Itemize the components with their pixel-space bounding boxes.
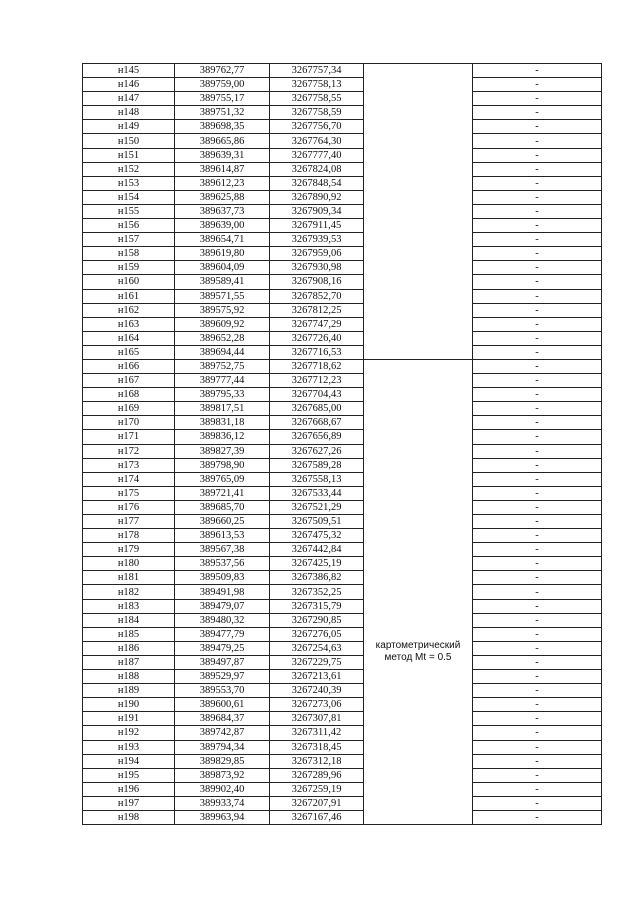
- table-row: [83, 388, 602, 402]
- x-coordinate-cell: 389567,38: [175, 543, 270, 557]
- table-row: [83, 176, 602, 190]
- x-coordinate-cell: 389589,41: [175, 275, 270, 289]
- y-coordinate-cell: 3267475,32: [270, 529, 364, 543]
- y-coordinate-cell: 3267276,05: [270, 627, 364, 641]
- method-name: картометрический: [375, 640, 461, 652]
- table-row: [83, 444, 602, 458]
- table-row: [83, 585, 602, 599]
- table-row: [83, 359, 602, 373]
- x-coordinate-cell: 389497,87: [175, 655, 270, 669]
- method-cell: [364, 359, 473, 824]
- table-row: [83, 782, 602, 796]
- table-row: [83, 515, 602, 529]
- table-row: [83, 599, 602, 613]
- y-coordinate-cell: 3267685,00: [270, 402, 364, 416]
- table-row: [83, 726, 602, 740]
- y-coordinate-cell: 3267908,16: [270, 275, 364, 289]
- y-coordinate-cell: 3267668,67: [270, 416, 364, 430]
- table-row: [83, 289, 602, 303]
- y-coordinate-cell: 3267890,92: [270, 190, 364, 204]
- table-row: [83, 754, 602, 768]
- point-name-cell: н174: [83, 472, 175, 486]
- point-name-cell: н171: [83, 430, 175, 444]
- dash-cell: -: [473, 219, 602, 233]
- dash-cell: -: [473, 627, 602, 641]
- y-coordinate-cell: 3267718,62: [270, 359, 364, 373]
- point-name-cell: н183: [83, 599, 175, 613]
- point-name-cell: н162: [83, 303, 175, 317]
- x-coordinate-cell: 389654,71: [175, 233, 270, 247]
- dash-cell: -: [473, 585, 602, 599]
- table-row: [83, 796, 602, 810]
- y-coordinate-cell: 3267716,53: [270, 345, 364, 359]
- table-row: [83, 810, 602, 824]
- point-name-cell: н198: [83, 810, 175, 824]
- dash-cell: -: [473, 472, 602, 486]
- table-row: [83, 303, 602, 317]
- point-name-cell: н169: [83, 402, 175, 416]
- x-coordinate-cell: 389698,35: [175, 120, 270, 134]
- point-name-cell: н184: [83, 613, 175, 627]
- coordinates-table: [82, 63, 602, 825]
- y-coordinate-cell: 3267909,34: [270, 204, 364, 218]
- point-name-cell: н150: [83, 134, 175, 148]
- point-name-cell: н163: [83, 317, 175, 331]
- point-name-cell: н151: [83, 148, 175, 162]
- table-row: [83, 106, 602, 120]
- x-coordinate-cell: 389694,44: [175, 345, 270, 359]
- dash-cell: -: [473, 740, 602, 754]
- table-row: [83, 78, 602, 92]
- y-coordinate-cell: 3267712,23: [270, 374, 364, 388]
- y-coordinate-cell: 3267824,08: [270, 162, 364, 176]
- x-coordinate-cell: 389827,39: [175, 444, 270, 458]
- dash-cell: -: [473, 64, 602, 78]
- point-name-cell: н165: [83, 345, 175, 359]
- table-row: [83, 712, 602, 726]
- point-name-cell: н158: [83, 247, 175, 261]
- point-name-cell: н148: [83, 106, 175, 120]
- point-name-cell: н145: [83, 64, 175, 78]
- y-coordinate-cell: 3267758,59: [270, 106, 364, 120]
- y-coordinate-cell: 3267167,46: [270, 810, 364, 824]
- table-row: [83, 768, 602, 782]
- x-coordinate-cell: 389614,87: [175, 162, 270, 176]
- x-coordinate-cell: 389571,55: [175, 289, 270, 303]
- point-name-cell: н180: [83, 557, 175, 571]
- dash-cell: -: [473, 543, 602, 557]
- dash-cell: -: [473, 444, 602, 458]
- point-name-cell: н186: [83, 641, 175, 655]
- y-coordinate-cell: 3267521,29: [270, 500, 364, 514]
- dash-cell: -: [473, 345, 602, 359]
- x-coordinate-cell: 389537,56: [175, 557, 270, 571]
- dash-cell: -: [473, 92, 602, 106]
- y-coordinate-cell: 3267425,19: [270, 557, 364, 571]
- dash-cell: -: [473, 754, 602, 768]
- dash-cell: -: [473, 599, 602, 613]
- x-coordinate-cell: 389477,79: [175, 627, 270, 641]
- point-name-cell: н175: [83, 486, 175, 500]
- x-coordinate-cell: 389742,87: [175, 726, 270, 740]
- table-row: [83, 529, 602, 543]
- point-name-cell: н147: [83, 92, 175, 106]
- table-row: [83, 486, 602, 500]
- x-coordinate-cell: 389604,09: [175, 261, 270, 275]
- table-row: [83, 641, 602, 655]
- dash-cell: -: [473, 247, 602, 261]
- dash-cell: -: [473, 684, 602, 698]
- dash-cell: -: [473, 698, 602, 712]
- dash-cell: -: [473, 359, 602, 373]
- point-name-cell: н178: [83, 529, 175, 543]
- table-row: [83, 134, 602, 148]
- point-name-cell: н182: [83, 585, 175, 599]
- dash-cell: -: [473, 106, 602, 120]
- table-row: [83, 402, 602, 416]
- y-coordinate-cell: 3267273,06: [270, 698, 364, 712]
- x-coordinate-cell: 389684,37: [175, 712, 270, 726]
- dash-cell: -: [473, 374, 602, 388]
- x-coordinate-cell: 389721,41: [175, 486, 270, 500]
- point-name-cell: н156: [83, 219, 175, 233]
- y-coordinate-cell: 3267959,06: [270, 247, 364, 261]
- y-coordinate-cell: 3267533,44: [270, 486, 364, 500]
- x-coordinate-cell: 389652,28: [175, 331, 270, 345]
- x-coordinate-cell: 389639,31: [175, 148, 270, 162]
- dash-cell: -: [473, 402, 602, 416]
- table-row: [83, 670, 602, 684]
- table-row: [83, 430, 602, 444]
- y-coordinate-cell: 3267207,91: [270, 796, 364, 810]
- y-coordinate-cell: 3267627,26: [270, 444, 364, 458]
- x-coordinate-cell: 389873,92: [175, 768, 270, 782]
- x-coordinate-cell: 389625,88: [175, 190, 270, 204]
- x-coordinate-cell: 389798,90: [175, 458, 270, 472]
- dash-cell: -: [473, 458, 602, 472]
- point-name-cell: н149: [83, 120, 175, 134]
- y-coordinate-cell: 3267848,54: [270, 176, 364, 190]
- x-coordinate-cell: 389529,97: [175, 670, 270, 684]
- method-accuracy: метод Mt = 0.5: [384, 652, 452, 664]
- x-coordinate-cell: 389829,85: [175, 754, 270, 768]
- x-coordinate-cell: 389762,77: [175, 64, 270, 78]
- y-coordinate-cell: 3267852,70: [270, 289, 364, 303]
- point-name-cell: н160: [83, 275, 175, 289]
- x-coordinate-cell: 389933,74: [175, 796, 270, 810]
- point-name-cell: н194: [83, 754, 175, 768]
- dash-cell: -: [473, 317, 602, 331]
- y-coordinate-cell: 3267558,13: [270, 472, 364, 486]
- point-name-cell: н188: [83, 670, 175, 684]
- dash-cell: -: [473, 204, 602, 218]
- y-coordinate-cell: 3267757,34: [270, 64, 364, 78]
- y-coordinate-cell: 3267229,75: [270, 655, 364, 669]
- point-name-cell: н167: [83, 374, 175, 388]
- point-name-cell: н155: [83, 204, 175, 218]
- x-coordinate-cell: 389553,70: [175, 684, 270, 698]
- dash-cell: -: [473, 655, 602, 669]
- method-cell-empty: [364, 64, 473, 360]
- dash-cell: -: [473, 726, 602, 740]
- dash-cell: -: [473, 233, 602, 247]
- y-coordinate-cell: 3267747,29: [270, 317, 364, 331]
- y-coordinate-cell: 3267758,55: [270, 92, 364, 106]
- y-coordinate-cell: 3267386,82: [270, 571, 364, 585]
- dash-cell: -: [473, 571, 602, 585]
- dash-cell: -: [473, 430, 602, 444]
- table-row: [83, 148, 602, 162]
- table-row: [83, 204, 602, 218]
- table-row: [83, 655, 602, 669]
- point-name-cell: н161: [83, 289, 175, 303]
- x-coordinate-cell: 389831,18: [175, 416, 270, 430]
- y-coordinate-cell: 3267289,96: [270, 768, 364, 782]
- x-coordinate-cell: 389794,34: [175, 740, 270, 754]
- y-coordinate-cell: 3267930,98: [270, 261, 364, 275]
- y-coordinate-cell: 3267259,19: [270, 782, 364, 796]
- y-coordinate-cell: 3267726,40: [270, 331, 364, 345]
- dash-cell: -: [473, 712, 602, 726]
- x-coordinate-cell: 389600,61: [175, 698, 270, 712]
- table-row: [83, 500, 602, 514]
- y-coordinate-cell: 3267311,42: [270, 726, 364, 740]
- y-coordinate-cell: 3267307,81: [270, 712, 364, 726]
- table-row: [83, 472, 602, 486]
- y-coordinate-cell: 3267656,89: [270, 430, 364, 444]
- table-row: [83, 190, 602, 204]
- point-name-cell: н173: [83, 458, 175, 472]
- table-row: [83, 627, 602, 641]
- point-name-cell: н189: [83, 684, 175, 698]
- dash-cell: -: [473, 162, 602, 176]
- table-row: [83, 698, 602, 712]
- table-row: [83, 331, 602, 345]
- x-coordinate-cell: 389491,98: [175, 585, 270, 599]
- dash-cell: -: [473, 515, 602, 529]
- point-name-cell: н146: [83, 78, 175, 92]
- point-name-cell: н190: [83, 698, 175, 712]
- y-coordinate-cell: 3267315,79: [270, 599, 364, 613]
- point-name-cell: н176: [83, 500, 175, 514]
- dash-cell: -: [473, 134, 602, 148]
- point-name-cell: н197: [83, 796, 175, 810]
- x-coordinate-cell: 389759,00: [175, 78, 270, 92]
- point-name-cell: н154: [83, 190, 175, 204]
- dash-cell: -: [473, 78, 602, 92]
- point-name-cell: н166: [83, 359, 175, 373]
- table-row: [83, 162, 602, 176]
- table-row: [83, 261, 602, 275]
- dash-cell: -: [473, 120, 602, 134]
- x-coordinate-cell: 389619,80: [175, 247, 270, 261]
- x-coordinate-cell: 389613,53: [175, 529, 270, 543]
- y-coordinate-cell: 3267758,13: [270, 78, 364, 92]
- y-coordinate-cell: 3267911,45: [270, 219, 364, 233]
- dash-cell: -: [473, 190, 602, 204]
- x-coordinate-cell: 389609,92: [175, 317, 270, 331]
- point-name-cell: н181: [83, 571, 175, 585]
- x-coordinate-cell: 389755,17: [175, 92, 270, 106]
- x-coordinate-cell: 389817,51: [175, 402, 270, 416]
- table-row: [83, 233, 602, 247]
- point-name-cell: н170: [83, 416, 175, 430]
- x-coordinate-cell: 389479,25: [175, 641, 270, 655]
- table-row: [83, 740, 602, 754]
- dash-cell: -: [473, 670, 602, 684]
- x-coordinate-cell: 389902,40: [175, 782, 270, 796]
- x-coordinate-cell: 389685,70: [175, 500, 270, 514]
- table-row: [83, 416, 602, 430]
- point-name-cell: н185: [83, 627, 175, 641]
- dash-cell: -: [473, 613, 602, 627]
- dash-cell: -: [473, 810, 602, 824]
- dash-cell: -: [473, 388, 602, 402]
- point-name-cell: н196: [83, 782, 175, 796]
- table-row: [83, 317, 602, 331]
- table-row: [83, 374, 602, 388]
- point-name-cell: н164: [83, 331, 175, 345]
- point-name-cell: н152: [83, 162, 175, 176]
- point-name-cell: н192: [83, 726, 175, 740]
- y-coordinate-cell: 3267318,45: [270, 740, 364, 754]
- table-row: [83, 92, 602, 106]
- table-row: [83, 543, 602, 557]
- dash-cell: -: [473, 331, 602, 345]
- y-coordinate-cell: 3267756,70: [270, 120, 364, 134]
- table-row: [83, 557, 602, 571]
- table-row: [83, 571, 602, 585]
- point-name-cell: н195: [83, 768, 175, 782]
- dash-cell: -: [473, 303, 602, 317]
- y-coordinate-cell: 3267254,63: [270, 641, 364, 655]
- point-name-cell: н157: [83, 233, 175, 247]
- dash-cell: -: [473, 261, 602, 275]
- table-row: [83, 684, 602, 698]
- table-row: [83, 275, 602, 289]
- y-coordinate-cell: 3267442,84: [270, 543, 364, 557]
- y-coordinate-cell: 3267812,25: [270, 303, 364, 317]
- x-coordinate-cell: 389963,94: [175, 810, 270, 824]
- x-coordinate-cell: 389639,00: [175, 219, 270, 233]
- y-coordinate-cell: 3267764,30: [270, 134, 364, 148]
- x-coordinate-cell: 389765,09: [175, 472, 270, 486]
- x-coordinate-cell: 389479,07: [175, 599, 270, 613]
- y-coordinate-cell: 3267352,25: [270, 585, 364, 599]
- table-row: [83, 247, 602, 261]
- point-name-cell: н159: [83, 261, 175, 275]
- y-coordinate-cell: 3267312,18: [270, 754, 364, 768]
- point-name-cell: н191: [83, 712, 175, 726]
- x-coordinate-cell: 389795,33: [175, 388, 270, 402]
- dash-cell: -: [473, 416, 602, 430]
- table-row: [83, 219, 602, 233]
- y-coordinate-cell: 3267939,53: [270, 233, 364, 247]
- dash-cell: -: [473, 796, 602, 810]
- x-coordinate-cell: 389660,25: [175, 515, 270, 529]
- x-coordinate-cell: 389575,92: [175, 303, 270, 317]
- point-name-cell: н168: [83, 388, 175, 402]
- table-row: [83, 458, 602, 472]
- dash-cell: -: [473, 486, 602, 500]
- x-coordinate-cell: 389612,23: [175, 176, 270, 190]
- x-coordinate-cell: 389777,44: [175, 374, 270, 388]
- y-coordinate-cell: 3267240,39: [270, 684, 364, 698]
- y-coordinate-cell: 3267704,43: [270, 388, 364, 402]
- dash-cell: -: [473, 176, 602, 190]
- x-coordinate-cell: 389751,32: [175, 106, 270, 120]
- y-coordinate-cell: 3267777,40: [270, 148, 364, 162]
- x-coordinate-cell: 389637,73: [175, 204, 270, 218]
- point-name-cell: н153: [83, 176, 175, 190]
- dash-cell: -: [473, 641, 602, 655]
- y-coordinate-cell: 3267290,85: [270, 613, 364, 627]
- x-coordinate-cell: 389509,83: [175, 571, 270, 585]
- dash-cell: -: [473, 275, 602, 289]
- coordinates-table-body: [83, 64, 602, 825]
- x-coordinate-cell: 389480,32: [175, 613, 270, 627]
- table-row: [83, 120, 602, 134]
- table-row: [83, 613, 602, 627]
- y-coordinate-cell: 3267509,51: [270, 515, 364, 529]
- x-coordinate-cell: 389836,12: [175, 430, 270, 444]
- dash-cell: -: [473, 148, 602, 162]
- x-coordinate-cell: 389752,75: [175, 359, 270, 373]
- y-coordinate-cell: 3267213,61: [270, 670, 364, 684]
- table-row: [83, 64, 602, 78]
- dash-cell: -: [473, 557, 602, 571]
- y-coordinate-cell: 3267589,28: [270, 458, 364, 472]
- dash-cell: -: [473, 782, 602, 796]
- point-name-cell: н172: [83, 444, 175, 458]
- point-name-cell: н179: [83, 543, 175, 557]
- dash-cell: -: [473, 289, 602, 303]
- dash-cell: -: [473, 529, 602, 543]
- point-name-cell: н177: [83, 515, 175, 529]
- x-coordinate-cell: 389665,86: [175, 134, 270, 148]
- point-name-cell: н193: [83, 740, 175, 754]
- point-name-cell: н187: [83, 655, 175, 669]
- dash-cell: -: [473, 500, 602, 514]
- table-row: [83, 345, 602, 359]
- dash-cell: -: [473, 768, 602, 782]
